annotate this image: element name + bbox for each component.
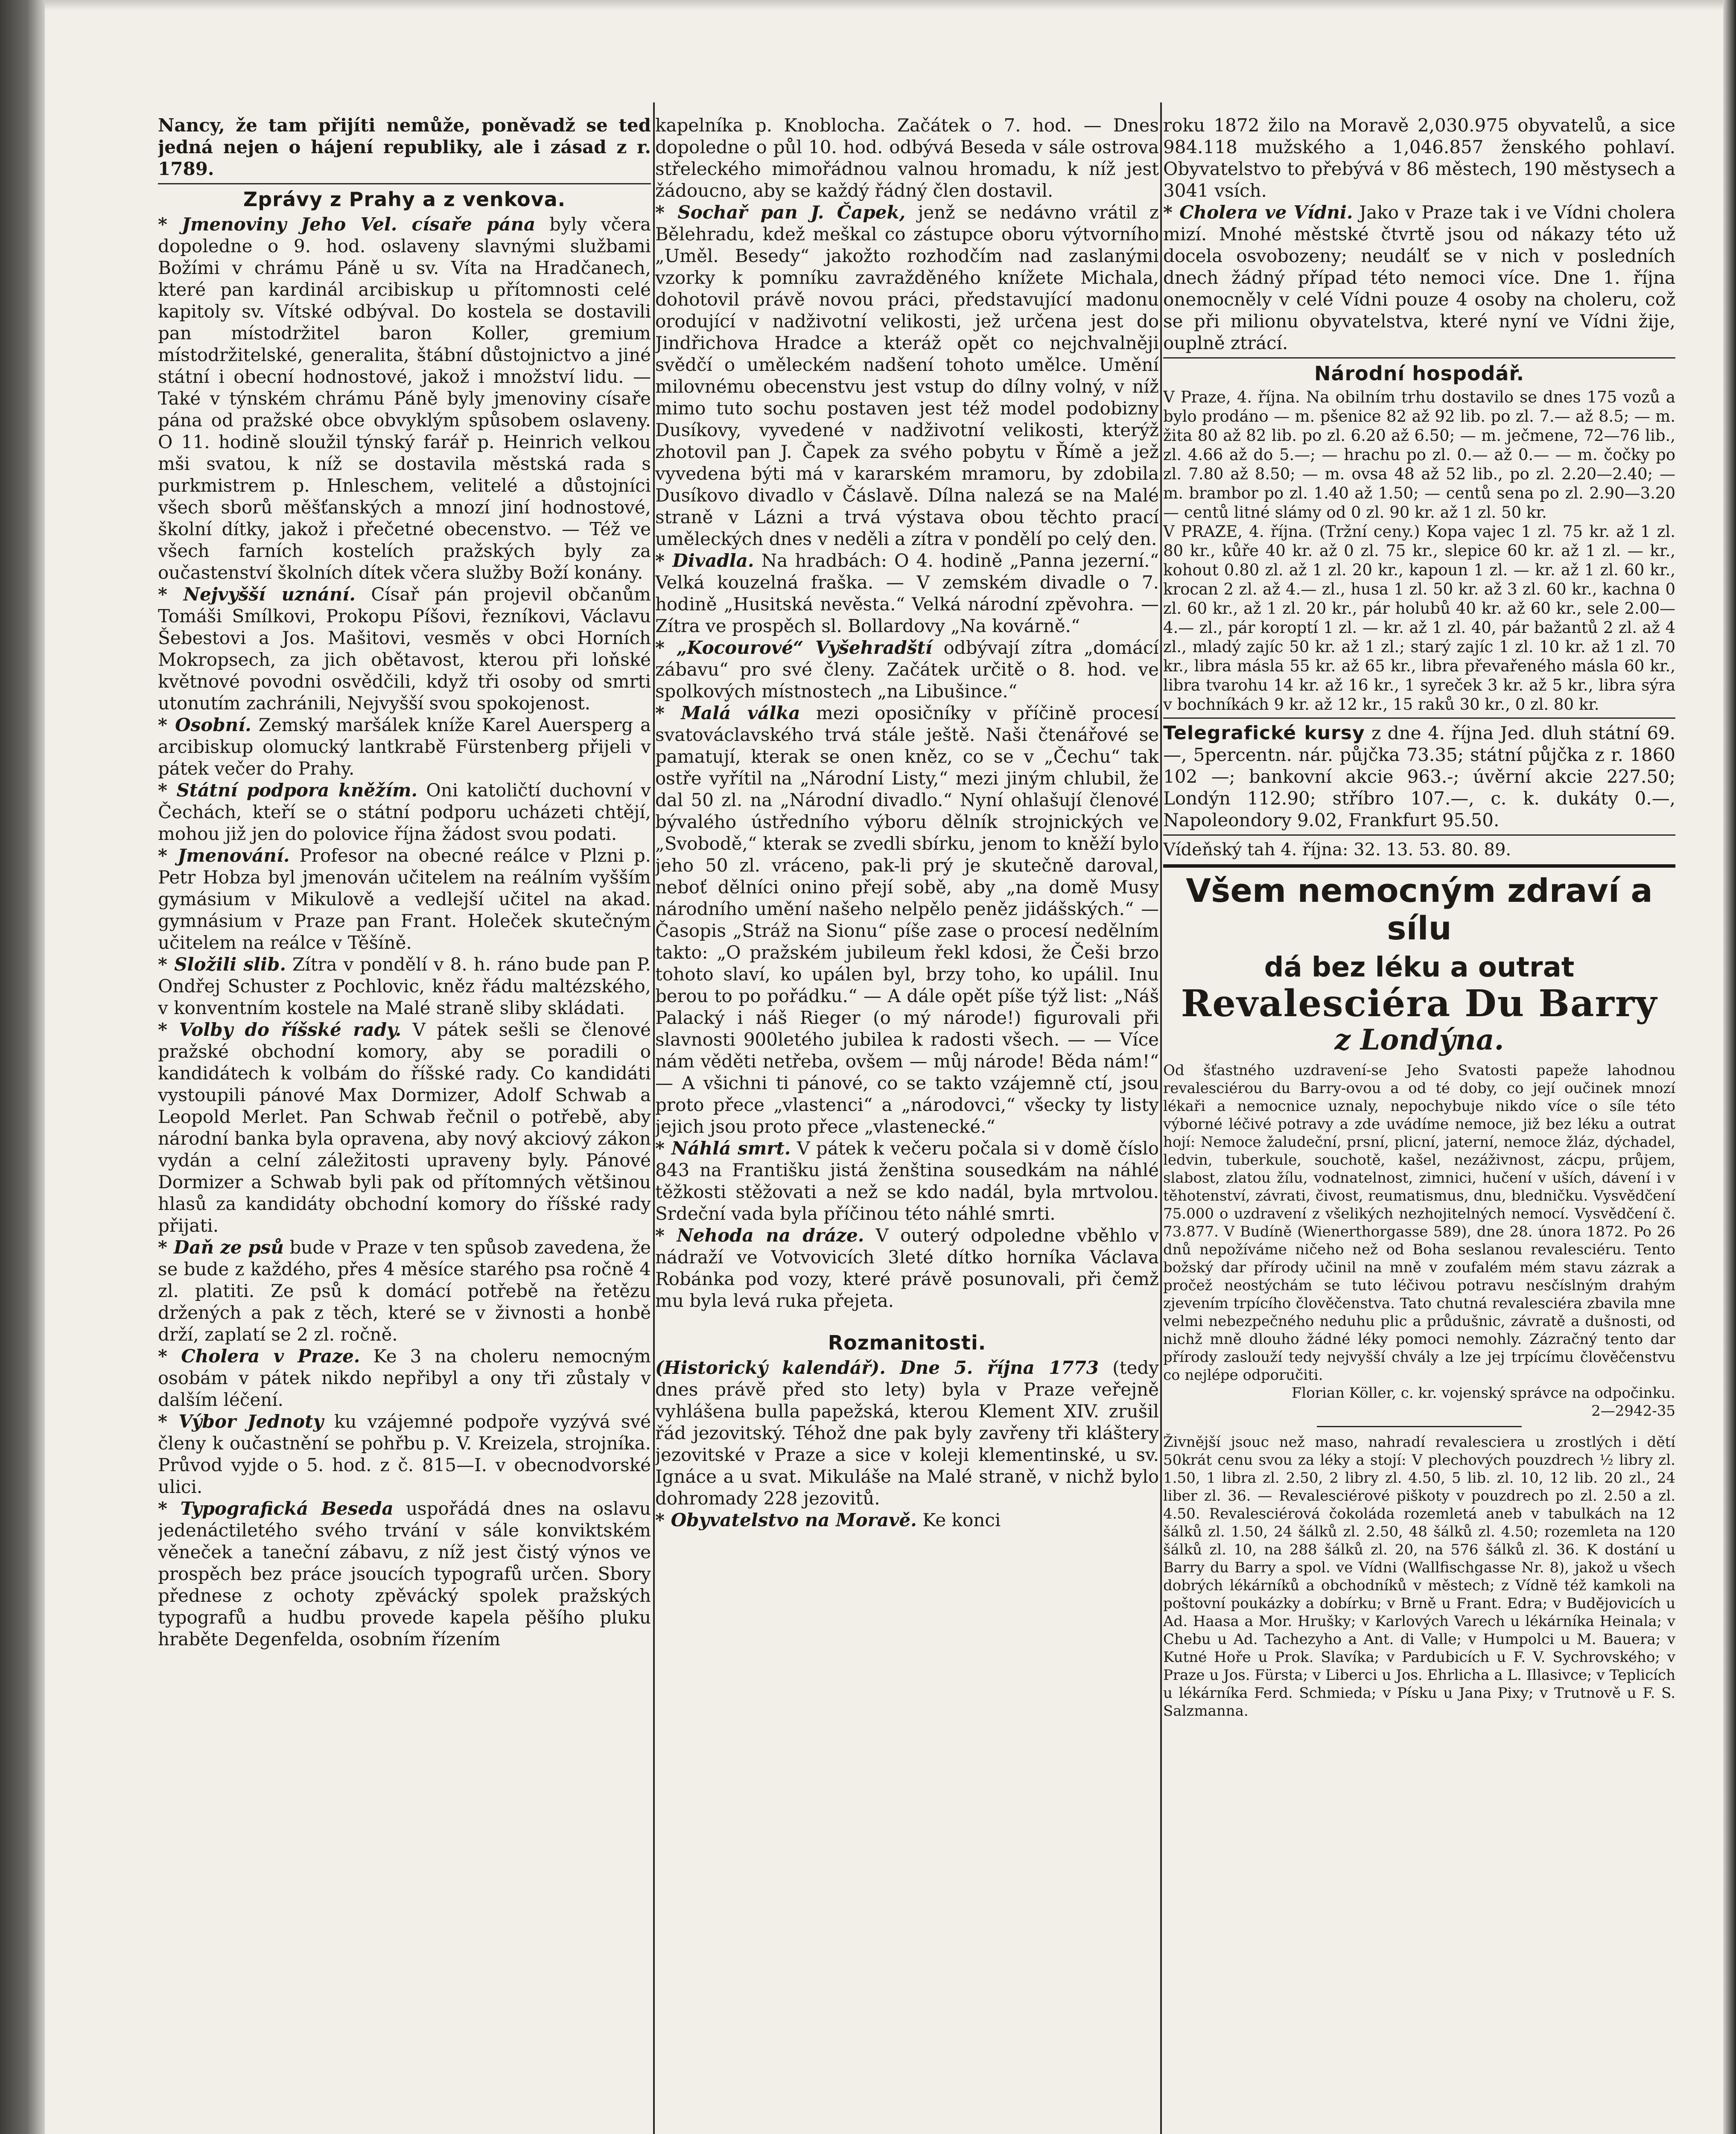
news-item-text: Jako v Praze tak i ve Vídni cholera mizí. Mnohé městské čtvrtě jsou od nákazy této už docela osvobozeny; neudálť se v nich v posledních dnech žádný případ této nemoci více. Dne 1. října onemocněly v celé Vídni pouze 4 osoby na choleru, což se při milionu obyvatelstva, které nyní ve Vídni žije, ouplně ztrácí. xyxy=(1163,202,1675,353)
rule xyxy=(158,183,651,184)
column-3 xyxy=(1163,114,1675,2134)
news-item-lead: * Nehoda na dráze. xyxy=(655,1225,864,1246)
news-items xyxy=(655,114,1159,1312)
advertisement-heading: Všem nemocným zdraví a sílu xyxy=(1186,872,1653,947)
news-item-lead: * Volby do říšské rady. xyxy=(158,1019,402,1040)
lottery-draw: Vídeňský tah 4. října: 32. 13. 53. 80. 89. xyxy=(1163,840,1511,860)
news-item xyxy=(158,583,651,714)
news-item-lead: * Sochař pan J. Čapek, xyxy=(655,202,906,223)
news-items xyxy=(655,1357,1159,1531)
news-item-text: Ke 3 na choleru nemocným osobám v pátek nikdo nepřibyl a ony tři zůstaly v dalším léčení. xyxy=(158,1346,651,1410)
news-item-text: mezi oposičníky v příčině procesí svatováclavského trvá stále ještě. Naši čtenářové se pamatují, kterak se onen kněz, co se v „Čechu“ tak ostře vyřítil na „Národní Listy,“ mezi jiným chlubil, že dal 50 zl. na „Národní divadlo.“ Nyní ohlašují členové bývalého ústředního výboru dělník strojnických ve „Svobodě,“ kterak se zvedli sbírku, jenom to kněží bylo jeho 50 zl. vráceno, pak-li prý je skutečně daroval, neboť dělníci onino přejí sobě, aby „na domě Musy národního umění našeho nelpělo peněz jidášských.“ — Časopis „Stráž na Sionu“ píše zase o procesí nedělním takto: „O pražském jubileum řekl kdosi, že Češi brzo tohoto slaví, ko upálen byl, brzy toho, ko upálil. Inu berou to po pořádku.“ — A dále opět píše týž list: „Náš Palacký i náš Rieger (o mý národe!) figurovali při slavnosti 900letého jubilea k radosti všech. — — Více nám věděti netřeba, ovšem — můj národe! Běda nám!“ — A všichni ti pánové, co se takto vzájemně ctí, jsou proto přece „vlastenci“ a „národovci,“ všecky ty listy jejich jsou proto přece „vlastenecké.“ xyxy=(655,703,1159,1137)
news-item xyxy=(1163,201,1675,354)
news-item-lead: * Výbor Jednoty xyxy=(158,1411,324,1432)
exchange-rates-heading: Telegrafické kursy xyxy=(1163,722,1365,744)
exchange-rates-date: z dne 4. října xyxy=(1371,723,1494,743)
exchange-rates-text: Jed. dluh státní 69.—, 5percentn. nár. půjčka 73.35; státní půjčka z r. 1860 102 —; bankovní akcie 963.-; úvěrní akcie 227.50; Londýn 112.90; stříbro 107.—, c. k. dukáty 0.—, Napoleondory 9.02, Frankfurt 95.50. xyxy=(1163,723,1675,831)
advertisement-code: 2—2942-35 xyxy=(1591,1402,1675,1420)
news-item-text: byly včera dopoledne o 9. hod. oslaveny slavnými službami Božími v chrámu Páně u sv. Víta na Hradčanech, které pan kardinál arcibiskup u přítomnosti celé kapitoly sv. Vítské odbýval. Do kostela se dostavili pan místodržitel baron Koller, gremium místodržitelské, generalita, štábní důstojnictvo a jiné státní i obecní hodnostové, jakož i množství lidu. — Také v týnském chrámu Páně byly jmenoviny císaře pána od pražské obce obvyklým spůsobem oslaveny. O 11. hodině sloužil týnský farář p. Heinrich velkou mši svatou, k níž se dostavila městská rada s purkmistrem p. Hnleschem, velitelé a důstojníci všech sborů měšťanských a mnozí jiní hodnostové, školní dítky, jakož i přečetné obecenstvo. — Též ve všech farních kostelích pražských byly za oučastenství školních dítek včera služby Boží konány. xyxy=(158,214,651,583)
rule xyxy=(1163,717,1675,719)
news-item-text: V outerý odpoledne vběhlo v nádraží ve Votvovicích 3leté dítko horníka Václava Robánka pod vozy, které právě posunovali, při čemž mu byla levá ruka přejeta. xyxy=(655,1225,1159,1311)
continued-paragraph: Nancy, že tam přijíti nemůže, poněvadž se teď jedná nejen o hájení republiky, ale i zásad z r. 1789. xyxy=(158,115,651,179)
news-item xyxy=(158,714,651,779)
news-item xyxy=(655,1357,1159,1509)
news-item-text: uspořádá dnes na oslavu jedenáctiletého svého trvání v sále konviktském věneček a taneční zábavu, z níž jest čistý výnos ve prospěch bez práce jsoucích typografů určen. Sbory přednese z ochoty zpěvácký spolek pražských typografů a hudbu provede kapela pěšího pluku hraběte Degenfelda, osobním řízením xyxy=(158,1498,651,1650)
news-item-text: bude v Praze v ten spůsob zavedena, že se bude z každého, přes 4 měsíce starého psa ročně 4 zl. platiti. Ze psů k domácí potřebě na řetězu držených a pak z těch, které se v živnosti a honbě drží, zaplatí se 2 zl. ročně. xyxy=(158,1237,651,1345)
scan-edge-right xyxy=(1723,0,1736,2134)
news-item-text: ku vzájemné podpoře vyzývá své členy k oučastnění se pohřbu p. V. Kreizela, strojníka. Průvod vyjde o 5. hod. z č. 815—I. v obecnodvorské ulici. xyxy=(158,1411,651,1497)
news-item xyxy=(158,953,651,1019)
news-item-text: Profesor na obecné reálce v Plzni p. Petr Hobza byl jmenován učitelem na reálním vyšším gymásium v Mikulově a vedlejší učitel na akad. gymnásium v Praze pan Frant. Holeček skutečným učitelem na reálce v Těšíně. xyxy=(158,845,651,953)
news-item-text: V pátek k večeru počala si v domě číslo 843 na Františku jistá ženština sousedkám na náhlé těžkosti stěžovati a než se kdo nadál, byla mrtvolou. Srdeční vada byla příčinou této náhlé smrti. xyxy=(655,1138,1159,1224)
news-item-lead: * Nejvyšší uznání. xyxy=(158,584,356,605)
grain-market-report: V Praze, 4. října. Na obilním trhu dostavilo se dnes 175 vozů a bylo prodáno — m. pšenice 82 až 92 lib. po zl. 7.— až 8.5; — m. žita 80 až 82 lib. po zl. 6.20 až 6.50; — m. ječmene, 72—76 lib., zl. 4.66 až do 5.—; — hrachu po zl. 0.— až 0.— — m. čočky po zl. 7.80 až 8.50; — m. ovsa 48 až 52 lib., po zl. 2.20—2.40; — m. brambor po zl. 1.40 až 1.50; — centů sena po zl. 2.90—3.20 — centů litné slámy od 0 zl. 90 kr. až 1 zl. 50 kr. xyxy=(1163,388,1675,522)
news-item xyxy=(158,1411,651,1498)
news-item xyxy=(655,201,1159,550)
news-item-lead: * Obyvatelstvo na Moravě. xyxy=(655,1510,917,1531)
news-item-text: Zemský maršálek kníže Karel Auersperg a arcibiskup olomucký lantkrabě Fürstenberg přijeli v pátek večer do Prahy. xyxy=(158,714,651,779)
column-divider xyxy=(1160,102,1162,2134)
news-item-text: Ke konci xyxy=(922,1510,1001,1531)
advertisement-subheading: dá bez léku a outrat xyxy=(1264,952,1575,983)
news-item xyxy=(158,845,651,953)
rule xyxy=(1317,1426,1522,1427)
news-item xyxy=(655,1137,1159,1224)
news-item-text: V pátek sešli se členové pražské obchodní komory, aby se poradili o kandidátech k volbám do říšské rady. Co kandidáti vystoupili pánové Max Dormizer, Adolf Schwab a Leopold Merlet. Pan Schwab řečnil o potřebě, aby národní banka byla opravena, aby nový akciový zákon vydán a celní záležitosti upraveny byly. Pánové Dormizer a Schwab byli pak od přítomných většinou hlasů za kandidáty obchodní komory do říšské rady přijati. xyxy=(158,1019,651,1236)
column-divider xyxy=(653,102,655,2134)
advertisement-title: Revalesciéra Du Barry xyxy=(1181,982,1658,1025)
news-item-text: Zítra v pondělí v 8. h. ráno bude pan P. Ondřej Schuster z Pochlovic, kněz řádu maltézského, v konventním kostele na Malé straně sliby skládati. xyxy=(158,954,651,1018)
section-heading: Rozmanitosti. xyxy=(828,1331,986,1354)
advertisement-text-2: Živnější jsouc než maso, nahradí revalesciera u zrostlých i dětí 50krát cenu svou za léky a stojí: V plechových pouzdrech ½ libry zl. 1.50, 1 libra zl. 2.50, 2 libry zl. 4.50, 5 lib. zl. 10, 12 lib. 20 zl., 24 liber zl. 36. — Revalesciérové piškoty v pouzdrech po zl. 2.50 a zl. 4.50. Revalesciérová čokoláda rozemletá aneb v tabulkách na 12 šálků zl. 1.50, 24 šálků zl. 2.50, 48 šálků zl. 4.50; rozemleta na 120 šálků zl. 10, na 288 šálků zl. 20, na 576 šálků zl. 36. K dostání u Barry du Barry a spol. ve Vídni (Wallfischgasse Nr. 8), jakož u všech dobrých lékárníků a obchodníků v městech; z Vídně též kamkoli na poštovní poukázky a dobírku; v Brně u Frant. Edra; v Budějovicích u Ad. Haasa a Mor. Hrušky; v Karlových Varech u lékárníka Heinala; v Chebu u Ad. Tachezyho a Ant. di Valle; v Humpolci u M. Bauera; v Kutné Hoře u Prok. Slavíka; v Pardubicích u F. V. Sychrovského; v Praze u Jos. Fürsta; v Liberci u Jos. Ehrlicha a L. Illasivce; v Teplicích u lékárníka Ferd. Schmieda; v Písku u Jana Pixy; v Trutnově u F. S. Salzmanna. xyxy=(1163,1434,1675,1720)
news-item-lead: * Složili slib. xyxy=(158,954,286,975)
rule xyxy=(1163,834,1675,836)
news-item-lead: * Typografická Beseda xyxy=(158,1498,394,1519)
scan-edge-top xyxy=(0,0,1736,11)
news-item-text: Oni katoličtí duchovní v Čechách, kteří se o státní podporu ucházeti chtějí, mohou již jen do polovice října žádost svou podati. xyxy=(158,780,651,844)
news-item xyxy=(158,1345,651,1411)
news-item xyxy=(655,637,1159,702)
news-item xyxy=(158,1236,651,1345)
news-item-text: Na hradbách: O 4. hodině „Panna jezerní.“ Velká kouzelná fraška. — V zemském divadle o 7. hodině „Husitská nevěsta.“ Velká národní zpěvohra. — Zítra ve prospěch sl. Bollardovy „Na kovárně.“ xyxy=(655,550,1159,636)
news-item xyxy=(158,779,651,845)
news-item-lead: * Jmenování. xyxy=(158,845,290,866)
news-item-lead: * Divadla. xyxy=(655,550,754,571)
exchange-rates xyxy=(1163,722,1675,831)
continued-paragraph: roku 1872 žilo na Moravě 2,030.975 obyvatelů, a sice 984.118 mužského a 1,046.857 ženského pohlaví. Obyvatelstvo to přebývá v 86 městech, 190 městysech a 3041 vsích. xyxy=(1163,115,1675,201)
news-item-lead: * Malá válka xyxy=(655,703,800,723)
news-item-lead: * Náhlá smrt. xyxy=(655,1138,791,1159)
scan-edge-left xyxy=(0,0,45,2134)
rule xyxy=(1163,864,1675,868)
news-item-lead: * „Kocourové“ Vyšehradští xyxy=(655,637,932,658)
news-item xyxy=(655,1509,1159,1531)
advertisement-subtitle: z Londýna. xyxy=(1334,1023,1504,1056)
news-item-text: Císař pán projevil občanům Tomáši Smílkovi, Prokopu Píšovi, řezníkovi, Václavu Šebestovi a Jos. Mašitovi, vesměs v obci Horních Mokropsech, za jich obětavost, kterou při loňské květnové povodni osvědčili, když tři osoby od smrti utonutím zachránili, Nejvyšší svou spokojenost. xyxy=(158,584,651,714)
news-item xyxy=(655,114,1159,201)
news-item-lead: * Cholera ve Vídni. xyxy=(1163,202,1353,223)
news-items xyxy=(158,213,651,1650)
news-item xyxy=(158,1498,651,1650)
news-item xyxy=(158,213,651,583)
news-item xyxy=(655,1224,1159,1312)
news-item-lead: * Osobní. xyxy=(158,714,251,735)
news-item xyxy=(655,550,1159,637)
news-item-lead: (Historický kalendář). Dne 5. října 1773 xyxy=(655,1357,1099,1378)
news-item-lead: * Jmenoviny Jeho Vel. císaře pána xyxy=(158,214,536,235)
news-item-lead: * Cholera v Praze. xyxy=(158,1346,360,1367)
news-item-lead: * Daň ze psů xyxy=(158,1237,284,1258)
section-heading: Národní hospodář. xyxy=(1314,362,1525,385)
news-item-text: kapelníka p. Knoblocha. Začátek o 7. hod. — Dnes dopoledne o půl 10. hod. odbývá Beseda v sále ostrova střeleckého mimořádnou valnou hromadu, k níž jest žádoucno, aby se každý řádný člen dostavil. xyxy=(655,115,1159,201)
advertisement-text: Od šťastného uzdravení-se Jeho Svatosti papeže lahodnou revalesciérou du Barry-ovou a od té doby, co její oučinek mnozí lékaři a nemocnice uznaly, nepochybuje nikdo více o síle této výborné léčivé potravy a zde uvádíme nemoce, již bez léku a outrat hojí: Nemoce žaludeční, prsní, plicní, jaterní, nemoce žláz, dýchadel, ledvin, tuberkule, souchotě, kašel, nezáživnost, zácpu, průjem, slabost, zlatou žílu, vodnatelnost, zimnici, hučení v uších, dávení i v těhotenství, závrati, čivost, reumatismus, dnu, bledničku. Vysvědčení 75.000 o uzdravení z všelikých nezhojitelných nemocí. Vysvědčení č. 73.877. V Budíně (Wienerthorgasse 589), dne 28. února 1872. Po 26 dnů nepožíváme ničeho než od Boha seslanou revalesciéru. Tento božský dar přírody učinil na mně v zoufalém mém stavu zázrak a pročež neostýchám se tuto léčivou potravu nesčíslným drahým zjevením trpícího člověčenstva. Tato chutná revalesciéra zbavila mne velmi nebezpečného neduhu plic a průdušnic, závratě a dušnosti, od nichž mně dlouho žádné léky pomoci nemohly. Zázračný tento dar přírody zaslouží tedy nejvyšší chvály a lze jej trpícímu člověčenstvu co nejlépe odporučiti. xyxy=(1163,1062,1675,1384)
rule xyxy=(1163,357,1675,359)
news-item-text: jenž se nedávno vrátil z Bělehradu, kdež meškal co zástupce oboru výtvorního „Uměl. Besedy“ jakožto rozhodčím nad zaslanými vzorky k pomníku zavražděného knížete Michala, dohotovil právě novou práci, představující madonu orodující v nadživotní velikosti, jež určena jest do Jindřichova Hradce a kteráž opět co nejchvalněji svědčí o uměleckém nadšení tohoto umělce. Umění milovnému obecenstvu jest vstup do dílny volný, v níž mimo tuto sochu postaven jest též model podobizny Dusíkovy, vyvedené v nadživotní velikosti, kterýž zhotovil pan J. Čapek za svého pobytu v Římě a jež vyvedena býti má v kararském mramoru, by zdobila Dusíkovo divadlo v Čáslavě. Dílna nalezá se na Malé straně v Lázni a trvá výstava obou těchto prací uměleckých dnes v neděli a zítra v pondělí po celý den. xyxy=(655,202,1159,549)
column-2 xyxy=(655,114,1159,2134)
news-item xyxy=(655,702,1159,1137)
market-prices-report: V PRAZE, 4. října. (Tržní ceny.) Kopa vajec 1 zl. 75 kr. až 1 zl. 80 kr., kůře 40 kr. až 0 zl. 75 kr., slepice 60 kr. až 1 zl. — kr., kohout 0.80 zl. až 1 zl. 20 kr., kapoun 1 zl. — kr. až 1 zl. 60 kr., krocan 2 zl. až 4.— zl., husa 1 zl. 50 kr. až 3 zl. 60 kr., kachna 0 zl. 60 kr., až 1 zl. 20 kr., pár holubů 40 kr. až 60 kr., sele 2.00—4.— zl., pár koroptí 1 zl. — kr. až 1 zl. 40, pár bažantů 2 zl. až 4 zl., mladý zajíc 50 kr. až 1 zl.; starý zajíc 1 zl. 10 kr. až 1 zl. 70 kr., libra másla 55 kr. až 65 kr., libra převařeného másla 60 kr., libra tvarohu 14 kr. až 16 kr., 1 syreček 3 kr. až 5 kr., libra sýra v bochníkách 9 kr. až 12 kr., 15 raků 30 kr., 0 zl. 80 kr. xyxy=(1163,522,1675,714)
news-item-lead: * Státní podpora kněžím. xyxy=(158,780,418,801)
column-1 xyxy=(158,114,651,2134)
news-item-text: odbývají zítra „domácí zábavu“ pro své členy. Začátek určitě o 8. hod. ve spolkových místnostech „na Libušince.“ xyxy=(655,637,1159,702)
news-item xyxy=(158,1019,651,1236)
advertisement-signature: Florian Köller, c. kr. vojenský správce na odpočinku. xyxy=(1291,1385,1675,1402)
section-heading: Zprávy z Prahy a z venkova. xyxy=(243,188,566,211)
news-item-text: (tedy dnes právě před sto lety) byla v Praze veřejně vyhlášena bulla papežská, kterou Klement XIV. zrušil řád jezovitský. Téhož dne pak byly zavřeny tři kláštery jezovitské v Praze a sice v koleji klementinské, u sv. Ignáce a u svat. Mikuláše na Malé straně, v nichž bylo dohromady 228 jezovitů. xyxy=(655,1357,1159,1509)
